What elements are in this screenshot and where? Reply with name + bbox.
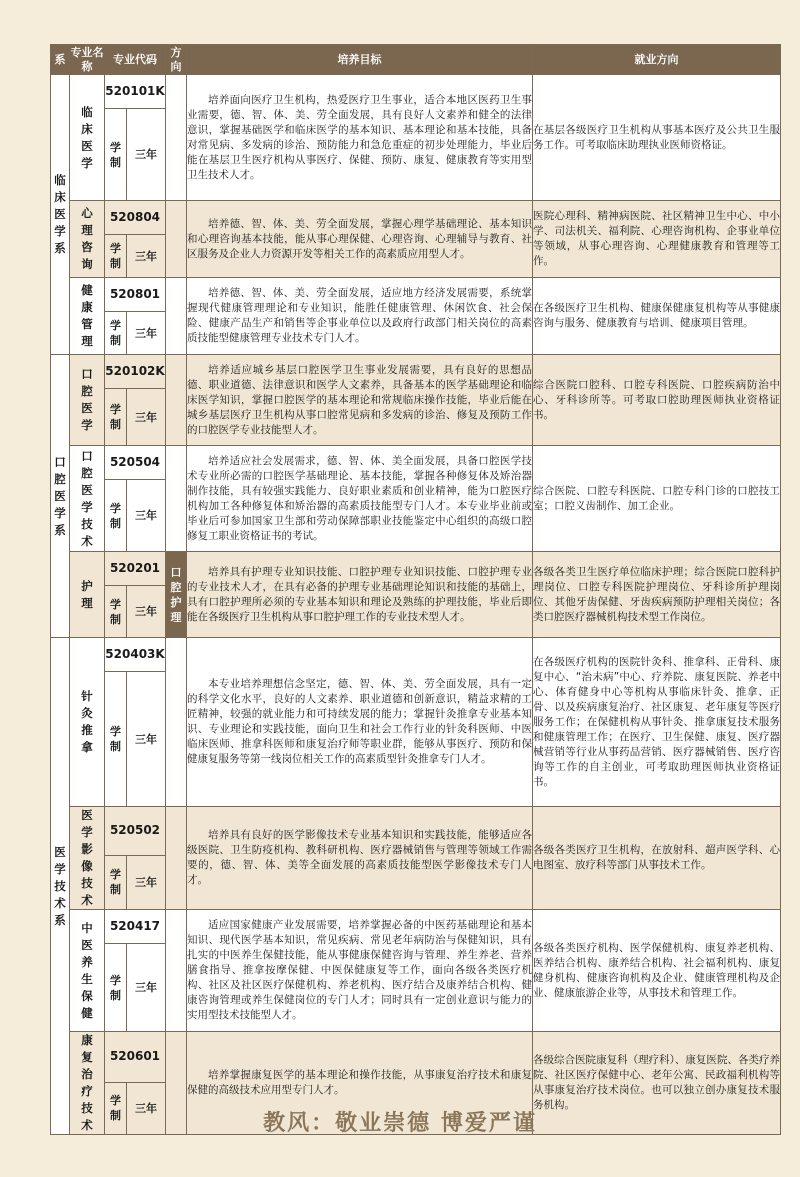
table-row	[51, 446, 781, 480]
job-text: 各级各类卫生医疗单位临床护理；综合医院口腔科护理岗位、口腔专科医院护理岗位、牙科诊所护理岗位、其他牙齿保健、牙齿疾病预防护理相关岗位；各类口腔医疗器械机构技术型工作岗位。	[533, 552, 781, 638]
major-code: 520504	[105, 446, 166, 480]
goal-text: 培养适应城乡基层口腔医学卫生事业发展需要，具有良好的思想品德、职业道德、法律意识和医学人文素养，具备基本的医学基础理论和临床医学知识，掌握口腔医学的基本理论和常规临床操作技能，毕业后能在城乡基层医疗卫生机构从事口腔常见病和多发病的诊治、修复及预防工作的口腔医学专业技能型人才。	[187, 355, 533, 446]
major-code: 520601	[105, 1032, 166, 1083]
table-row	[51, 1032, 781, 1083]
major-code: 520102K	[105, 355, 166, 389]
job-text: 各级各类医疗卫生机构，在放射科、超声医学科、心电图室、放疗科等部门从事技术工作。	[533, 807, 781, 910]
header-major: 专业名称	[70, 45, 104, 73]
major-name: 健康管理	[70, 278, 105, 355]
years-label: 学制	[105, 855, 127, 909]
years-value: 三年	[127, 235, 166, 278]
years-label: 学制	[105, 672, 127, 807]
job-text: 各级各类医疗机构、医学保健机构、康复养老机构、医养结合机构、康养结合机构、社会福利机构、康复健身机构、健康咨询机构及企业、健康管理机构及企业、健康旅游企业等，从事技术和管理工作。	[533, 910, 781, 1032]
goal-text: 培养具有护理专业知识技能、口腔护理专业知识技能、口腔护理专业的专业技术人才，在具有必备的护理专业基础理论知识和技能的基础上，具有口腔护理所必须的专业基本知识和理论及熟练的护理技能，毕业后即能在各级医疗卫生机构从事口腔护理工作的专业技术型人才。	[187, 552, 533, 638]
program-table-sheet	[50, 44, 780, 1135]
major-name: 针灸推拿	[70, 638, 105, 807]
table-header-row	[51, 45, 781, 75]
direction-cell	[166, 278, 187, 355]
years-label: 学制	[105, 312, 127, 355]
direction-cell	[166, 446, 187, 552]
major-name: 康复治疗技术	[70, 1032, 105, 1135]
header-job: 就业方向	[533, 45, 781, 75]
major-name: 口腔医学技术	[70, 446, 105, 552]
goal-text: 培养德、智、体、美、劳全面发展，适应地方经济发展需要，系统掌握现代健康管理理论和专业知识，能胜任健康管理、休闲饮食、社会保险、健康产品生产和销售等企事业单位以及政府行政部门相关岗位的高素质技能型健康管理专业技术专门人才。	[187, 278, 533, 355]
years-label: 学制	[105, 1082, 127, 1134]
goal-text: 培养面向医疗卫生机构，热爱医疗卫生事业，适合本地区医药卫生事业需要，德、智、体、美、劳全面发展，具有良好人文素养和健全的法律意识，掌握基础医学和临床医学的基本知识、基本理论和基本技能，具备对常见病、多发病的诊治、预防能力和急危重症的初步处理能力，毕业后能在基层卫生医疗机构从事医疗、保健、预防、康复、健康教育等实用型卫生技术人才。	[187, 75, 533, 201]
years-label: 学制	[105, 109, 127, 201]
years-label: 学制	[105, 586, 127, 638]
table-row	[51, 807, 781, 856]
job-text: 在基层各级医疗卫生机构从事基本医疗及公共卫生服务工作。可考取临床助理执业医师资格证。	[533, 75, 781, 201]
years-label: 学制	[105, 235, 127, 278]
years-value: 三年	[127, 855, 166, 909]
years-value: 三年	[127, 1082, 166, 1134]
direction-cell	[166, 355, 187, 446]
job-text: 在各级医疗机构的医院针灸科、推拿科、正骨科、康复中心、“治未病”中心、疗养院、康复医院、养老中心、体育健身中心等机构从事临床针灸、推拿、正骨、以及疾病康复治疗、社区康复、老年康复等医疗服务工作；在保健机构从事针灸、推拿康复技术服务和健康管理工作；在医疗、卫生保健、康复、医疗器械营销等行业从事药品营销、医疗器械销售、医疗咨询等工作的自主创业，可考取助理医师执业资格证书。	[533, 638, 781, 807]
years-label: 学制	[105, 389, 127, 446]
major-code: 520804	[105, 201, 166, 235]
years-value: 三年	[127, 312, 166, 355]
major-name: 中医养生保健	[70, 910, 105, 1032]
years-value: 三年	[127, 944, 166, 1032]
header-dept: 系	[51, 45, 70, 75]
years-label: 学制	[105, 480, 127, 552]
major-name: 护理	[70, 552, 105, 638]
table-row	[51, 552, 781, 586]
job-text: 综合医院、口腔专科医院、口腔专科门诊的口腔技工室；口腔义齿制作、加工企业。	[533, 446, 781, 552]
program-table	[50, 44, 781, 1135]
job-text: 医院心理科、精神病医院、社区精神卫生中心、中小学、司法机关、福利院、心理咨询机构、企事业单位等领域，从事心理咨询、心理健康教育和管理等工作。	[533, 201, 781, 278]
goal-text: 本专业培养理想信念坚定，德、智、体、美、劳全面发展，具有一定的科学文化水平，良好的人文素养、职业道德和创新意识，精益求精的工匠精神，较强的就业能力和可持续发展的能力；掌握针灸推拿专业基本知识、专业理论和实践技能，面向卫生和社会工作行业的针灸科医师、中医临床医师、推拿科医师和康复治疗师等职业群，能够从事医疗、预防和保健康复服务等第一线岗位相关工作的高素质型针灸推拿专门人才。	[187, 638, 533, 807]
years-value: 三年	[127, 672, 166, 807]
years-value: 三年	[127, 389, 166, 446]
dept-name: 医学技术系	[51, 638, 70, 1135]
direction-cell	[166, 807, 187, 910]
major-code: 520201	[105, 552, 166, 586]
job-text: 综合医院口腔科、口腔专科医院、口腔疾病防治中心、牙科诊所等。可考取口腔助理医师执业资格证书。	[533, 355, 781, 446]
teaching-motto: 教风：敬业崇德 博爱严谨	[263, 1111, 537, 1136]
table-row	[51, 201, 781, 235]
header-code: 专业代码	[105, 45, 166, 75]
major-code: 520801	[105, 278, 166, 312]
years-label: 学制	[105, 944, 127, 1032]
header-goal: 培养目标	[187, 45, 533, 75]
goal-text: 培养德、智、体、美、劳全面发展，掌握心理学基础理论、基本知识和心理咨询基本技能，能从事心理保健、心理咨询、心理辅导与教育、社区服务及企业人力资源开发等相关工作的高素质应用型人才。	[187, 201, 533, 278]
major-name: 口腔医学	[70, 355, 105, 446]
goal-text: 培养掌握康复医学的基本理论和操作技能，从事康复治疗技术和康复保健的高级技术应用型专门人才。	[187, 1032, 533, 1135]
years-value: 三年	[127, 586, 166, 638]
table-row	[51, 278, 781, 312]
direction-cell: 口腔护理	[166, 552, 187, 638]
direction-cell	[166, 201, 187, 278]
dept-name: 口腔医学系	[51, 355, 70, 638]
major-code: 520403K	[105, 638, 166, 672]
job-text: 各级综合医院康复科（理疗科）、康复医院、各类疗养院、社区医疗保健中心、老年公寓、民政福利机构等从事康复治疗技术岗位。也可以独立创办康复技术服务机构。	[533, 1032, 781, 1135]
years-value: 三年	[127, 109, 166, 201]
job-text: 在各级医疗卫生机构、健康保健康复机构等从事健康咨询与服务、健康教育与培训、健康项目管理。	[533, 278, 781, 355]
direction-cell	[166, 638, 187, 807]
table-row	[51, 355, 781, 389]
major-name: 临床医学	[70, 75, 105, 201]
major-code: 520417	[105, 910, 166, 944]
major-name: 医学影像技术	[70, 807, 105, 910]
table-row	[51, 75, 781, 109]
goal-text: 培养适应社会发展需求，德、智、体、美全面发展，具备口腔医学技术专业所必需的口腔医学基础理论、基本技能，掌握各种修复体及矫治器制作技能，具有较强实践能力、良好职业素质和创业精神，能为口腔医疗机构加工各种修复体和矫治器的高素质技能型专门人才。本专业毕业前或毕业后可参加国家卫生部和劳动保障部职业技能鉴定中心组织的高级口腔修复工职业资格证书的考试。	[187, 446, 533, 552]
major-code: 520101K	[105, 75, 166, 109]
table-row	[51, 910, 781, 944]
goal-text: 适应国家健康产业发展需要，培养掌握必备的中医药基础理论和基本知识、现代医学基本知识，常见疾病、常见老年病防治与保健知识，具有扎实的中医养生保健技能，能从事健康保健咨询与管理、养生养老、营养膳食指导、推拿按摩保健、中医保健康复等工作，面向各级各类医疗机构、社区及社区医疗保健机构、养老机构、医疗结合及康养结合机构、健康咨询管理或养生保健岗位的专门人才；同时具有一定创业意识与能力的实用型技术技能型人才。	[187, 910, 533, 1032]
years-value: 三年	[127, 480, 166, 552]
table-row	[51, 638, 781, 672]
major-code: 520502	[105, 807, 166, 856]
major-name: 心理咨询	[70, 201, 105, 278]
goal-text: 培养具有良好的医学影像技术专业基本知识和实践技能，能够适应各级医院、卫生防疫机构、教科研机构、医疗器械销售与管理等领域工作需要的，德、智、体、美等全面发展的高素质技能型医学影像技术专门人才。	[187, 807, 533, 910]
direction-cell	[166, 910, 187, 1032]
dept-name: 临床医学系	[51, 75, 70, 355]
header-direction: 方向	[166, 45, 187, 75]
direction-cell	[166, 75, 187, 201]
